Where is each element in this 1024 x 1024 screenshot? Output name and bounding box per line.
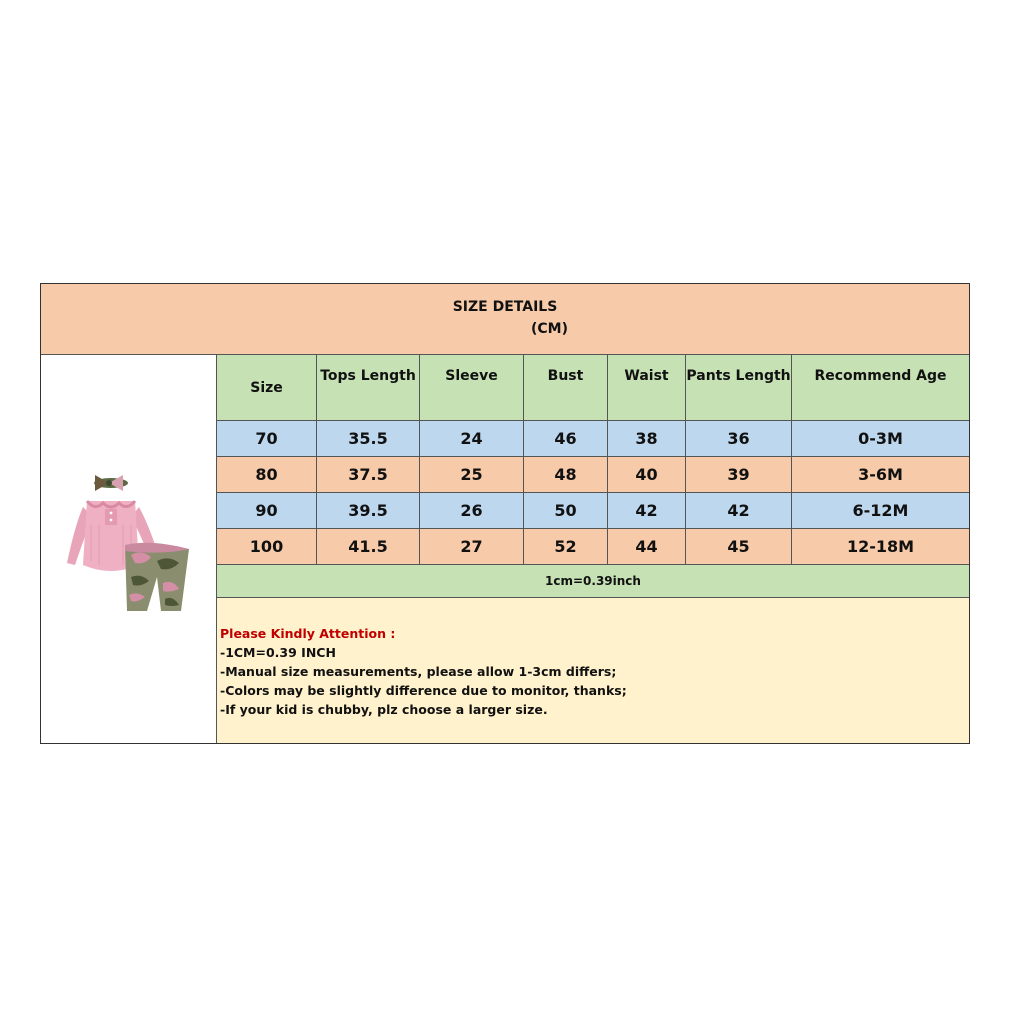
cell-pants-length: 36	[686, 421, 792, 456]
conversion-note: 1cm=0.39inch	[217, 565, 969, 598]
cell-tops-length: 37.5	[317, 457, 420, 492]
attention-heading: Please Kindly Attention :	[220, 626, 396, 641]
note-line: -Colors may be slightly difference due to monitor, thanks;	[220, 683, 627, 698]
note-line: -Manual size measurements, please allow 1-3cm differs;	[220, 664, 617, 679]
cell-size: 80	[217, 457, 317, 492]
note-line: -1CM=0.39 INCH	[220, 645, 336, 660]
attention-notes	[217, 598, 969, 743]
col-header-pants-length: Pants Length	[686, 355, 792, 420]
cell-recommend-age: 12-18M	[846, 537, 915, 556]
cell-bust: 46	[524, 421, 608, 456]
cell-bust: 52	[524, 529, 608, 564]
table-row	[217, 457, 969, 493]
cell-recommend-age: 0-3M	[858, 429, 903, 448]
col-header-sleeve: Sleeve	[420, 355, 524, 420]
cell-waist: 40	[608, 457, 686, 492]
cell-bust: 50	[524, 493, 608, 528]
size-details-title: SIZE DETAILS	[452, 299, 558, 315]
cell-sleeve: 27	[420, 529, 524, 564]
cell-tops-length: 41.5	[317, 529, 420, 564]
cell-waist: 38	[608, 421, 686, 456]
cell-pants-length: 42	[686, 493, 792, 528]
cell-bust: 48	[524, 457, 608, 492]
size-details-banner	[41, 284, 969, 355]
table-row	[217, 421, 969, 457]
cell-size: 70	[217, 421, 317, 456]
cell-recommend-age: 6-12M	[852, 501, 909, 520]
note-line: -If your kid is chubby, plz choose a larger size.	[220, 702, 548, 717]
size-chart	[40, 283, 970, 744]
cell-waist: 42	[608, 493, 686, 528]
cell-sleeve: 26	[420, 493, 524, 528]
size-table	[217, 355, 969, 743]
table-row	[217, 493, 969, 529]
outfit-icon	[61, 465, 201, 615]
col-header-waist: Waist	[608, 355, 686, 420]
table-header-row	[217, 355, 969, 421]
cell-tops-length: 35.5	[317, 421, 420, 456]
cell-pants-length: 45	[686, 529, 792, 564]
col-header-tops-length: Tops Length	[317, 355, 420, 420]
cell-tops-length: 39.5	[317, 493, 420, 528]
cell-size: 100	[217, 529, 317, 564]
cell-pants-length: 39	[686, 457, 792, 492]
cell-sleeve: 25	[420, 457, 524, 492]
cell-waist: 44	[608, 529, 686, 564]
cell-size: 90	[217, 493, 317, 528]
table-row	[217, 529, 969, 565]
col-header-recommend-age: Recommend Age	[814, 368, 947, 384]
unit-label: (CM)	[531, 321, 569, 337]
col-header-size: Size	[217, 355, 317, 420]
col-header-bust: Bust	[524, 355, 608, 420]
product-photo-cell	[41, 355, 217, 743]
cell-sleeve: 24	[420, 421, 524, 456]
cell-recommend-age: 3-6M	[858, 465, 903, 484]
